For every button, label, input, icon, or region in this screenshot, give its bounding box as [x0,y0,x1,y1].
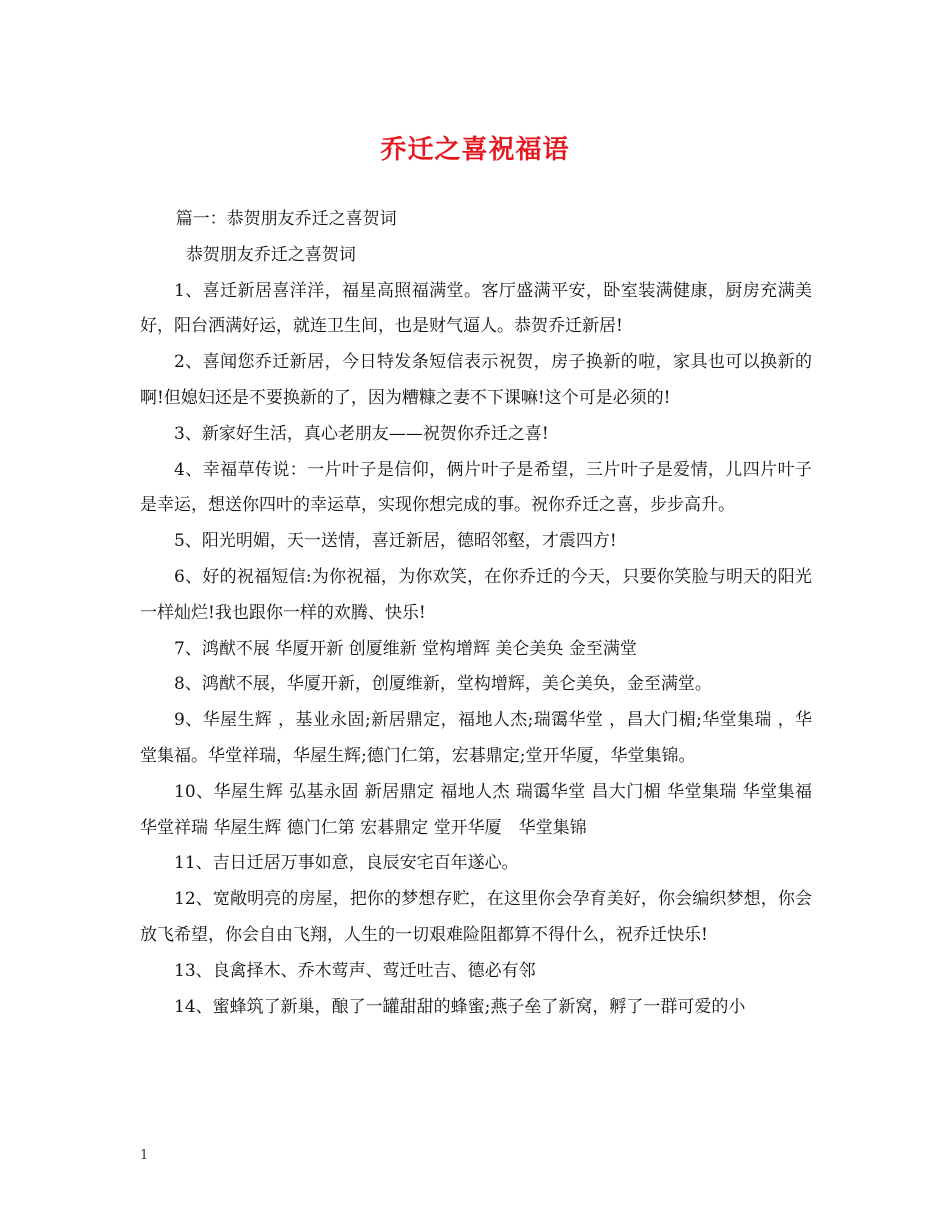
page-number: 1 [140,1148,149,1163]
subheading: 恭贺朋友乔迁之喜贺词 [185,244,356,265]
document-body [140,202,812,1025]
section-heading: 篇一：恭贺朋友乔迁之喜贺词 [175,209,397,229]
paragraph-8: 8、鸿猷不展，华厦开新，创厦维新，堂构增辉，美仑美奂，金至满堂。 [174,674,712,695]
paragraph-13: 13、良禽择木、乔木莺声、莺迁吐吉、德必有邻 [174,960,536,981]
paragraph-1: 1、喜迁新居喜洋洋，福星高照福满堂。客厅盛满平安，卧室装满健康，厨房充满美好，阳台洒满好运，就连卫生间，也是财气逼人。恭贺乔迁新居! [140,280,812,337]
paragraph-4: 4、幸福草传说：一片叶子是信仰，俩片叶子是希望，三片叶子是爱情，儿四片叶子是幸运，想送你四叶的幸运草，实现你想完成的事。祝你乔迁之喜，步步高升。 [140,459,812,516]
document-title: 乔迁之喜祝福语 [380,135,570,165]
paragraph-9: 9、华屋生辉 ，基业永固;新居鼎定，福地人杰;瑞霭华堂 ，昌大门楣;华堂集瑞 ，华堂集福。华堂祥瑞，华屋生辉;德门仁第，宏碁鼎定;堂开华厦，华堂集锦。 [140,710,812,766]
paragraph-10: 10、华屋生辉 弘基永固 新居鼎定 福地人杰 瑞霭华堂 昌大门楣 华堂集瑞 华堂集福 华堂祥瑞 华屋生辉 德门仁第 宏碁鼎定 堂开华厦 华堂集锦 [140,781,812,838]
paragraph-11: 11、吉日迁居万事如意，良辰安宅百年遂心。 [174,853,519,874]
paragraph-12: 12、宽敞明亮的房屋，把你的梦想存贮，在这里你会孕育美好，你会编织梦想，你会放飞希望，你会自由飞翔，人生的一切艰难险阻都算不得什么，祝乔迁快乐! [140,889,812,945]
paragraph-7: 7、鸿猷不展 华厦开新 创厦维新 堂构增辉 美仑美奂 金至满堂 [174,638,637,659]
paragraph-2: 2、喜闻您乔迁新居，今日特发条短信表示祝贺，房子换新的啦，家具也可以换新的啊!但媳妇还是不要换新的了，因为糟糠之妻不下课嘛!这个可是必须的! [140,352,812,408]
paragraph-14: 14、蜜蜂筑了新巢，酿了一罐甜甜的蜂蜜;燕子垒了新窝，孵了一群可爱的小 [174,996,746,1017]
paragraph-3: 3、新家好生活，真心老朋友——祝贺你乔迁之喜! [174,423,549,444]
paragraph-5: 5、阳光明媚，天一送情，喜迁新居，德昭邻壑，才震四方! [174,531,617,552]
paragraph-6: 6、好的祝福短信:为你祝福，为你欢笑，在你乔迁的今天，只要你笑脸与明天的阳光一样灿烂!我也跟你一样的欢腾、快乐! [140,566,812,623]
